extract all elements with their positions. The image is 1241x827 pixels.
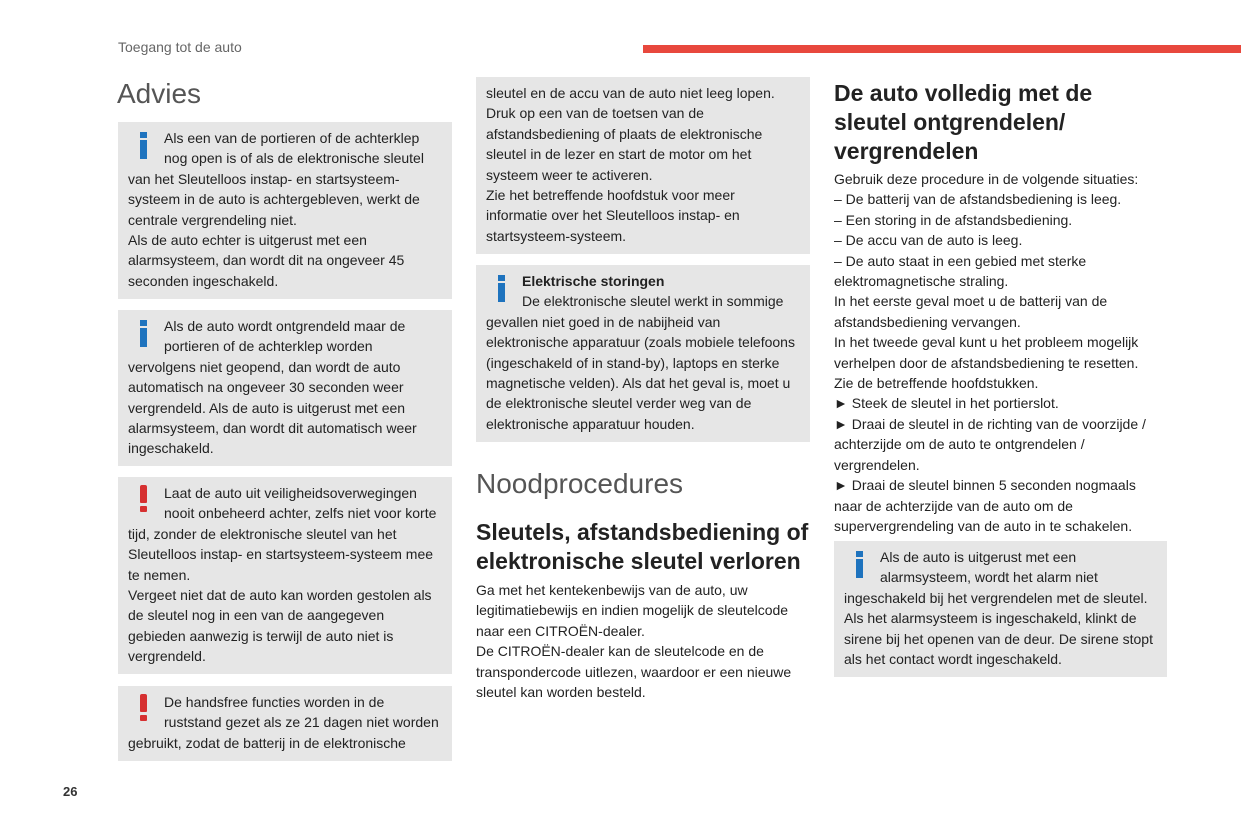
info-box-paragraph: Als de auto wordt ontgrendeld maar de portieren of de achterklep worden vervolgens niet geopend, dan wordt de auto automatisch na ongeveer 30 seconden weer vergrendeld. Als de auto is uitgerust met een alarmsysteem, dan wordt dit automatisch weer ingeschakeld. [128,318,417,457]
list-item: – De auto staat in een gebied met sterke elektromagnetische straling. [834,252,1087,290]
keys-lost-text [476,580,810,702]
warning-icon [132,485,156,519]
warning-box-paragraph: De handsfree functies worden in de ruststand gezet als ze 21 dagen niet worden gebruikt, zodat de batterij in de elektronische [128,694,439,751]
info-box-paragraph: De elektronische sleutel werkt in sommige gevallen niet goed in de nabijheid van elektronische apparatuur (zoals mobiele telefoons (ingeschakeld of in stand-by), laptops en sterke magnetische velden). Als dat het geval is, moet u de elektronische sleutel verder weg van de elektronische apparatuur houden. [486,293,795,432]
header-title: Toegang tot de auto [118,39,242,55]
box-paragraph: Zie het betreffende hoofdstuk voor meer informatie over het Sleutelloos instap- en startsysteem-systeem. [486,187,740,244]
body-paragraph: De CITROËN-dealer kan de sleutelcode en de transpondercode uitlezen, waardoor er een nieuwe sleutel kan worden besteld. [476,643,792,701]
warning-box-key-theft [118,477,452,674]
manual-unlock-text [834,169,1164,536]
body-paragraph: Ga met het kentekenbewijs van de auto, uw legitimatiebewijs en indien mogelijk de sleutelcode naar een CITROËN-dealer. [476,582,789,639]
list-item: – De accu van de auto is leeg. [834,232,1023,249]
warning-box-paragraph: Vergeet niet dat de auto kan worden gestolen als de sleutel nog in een van de aangegeven gebieden aanwezig is terwijl de auto niet is vergrendeld. [128,587,432,665]
header-accent-bar [643,45,1241,53]
info-box-doors-open [118,122,452,299]
box-paragraph: sleutel en de accu van de auto niet leeg lopen. [486,85,775,101]
step-item: ► Draai de sleutel in de richting van de voorzijde / achterzijde om de auto te ontgrendelen / vergrendelen. [834,415,1146,473]
info-box-electric-interference [476,265,810,442]
info-box-paragraph: Als de auto echter is uitgerust met een alarmsysteem, dan wordt dit na ongeveer 45 seconden ingeschakeld. [128,232,405,289]
step-item: ► Draai de sleutel binnen 5 seconden nogmaals naar de achterzijde van de auto om de supervergrendeling van de auto in te schakelen. [834,477,1136,534]
info-icon [132,130,156,164]
body-line: Zie de betreffende hoofdstukken. [834,375,1039,392]
info-box-paragraph: Als een van de portieren of de achterklep nog open is of als de elektronische sleutel van het Sleutelloos instap- en startsysteem-systeem in de auto is achtergebleven, werkt de centrale vergrendeling niet. [128,130,424,228]
warning-box-paragraph: Laat de auto uit veiligheidsoverwegingen nooit onbeheerd achter, zelfs niet voor korte tijd, zonder de elektronische sleutel van het Sleutelloos instap- en startsysteem-systeem mee te nemen. [128,485,437,583]
info-icon [490,273,514,307]
warning-icon [132,694,156,728]
step-item: ► Steek de sleutel in het portierslot. [834,395,1059,412]
info-icon [848,549,872,583]
body-line: Gebruik deze procedure in de volgende situaties: [834,171,1139,187]
section-title-advies: Advies [117,78,202,109]
body-line: In het tweede geval kunt u het probleem mogelijk verhelpen door de afstandsbediening te resetten. [834,334,1139,371]
section-title-noodprocedures: Noodprocedures [476,468,684,499]
page-number: 26 [63,784,78,799]
info-icon [132,318,156,352]
list-item: – De batterij van de afstandsbediening is leeg. [834,191,1122,208]
warning-box-handsfree-continued [476,77,810,254]
box-paragraph: Druk op een van de toetsen van de afstandsbediening of plaats de elektronische sleutel in de lezer en start de motor om het systeem weer te activeren. [486,105,763,183]
list-item: – Een storing in de afstandsbediening. [834,211,1073,228]
info-box-title: Elektrische storingen [522,273,665,289]
subtitle-manual-unlock: De auto volledig met de sleutel ontgrendelen/ vergrendelen [834,80,1093,164]
warning-box-handsfree [118,686,452,761]
info-box-paragraph: Als de auto is uitgerust met een alarmsysteem, wordt het alarm niet ingeschakeld bij het vergrendelen met de sleutel. Als het alarmsysteem is ingeschakeld, klinkt de sirene bij het openen van de deur. De sirene stopt als het contact wordt ingeschakeld. [844,549,1153,668]
body-line: In het eerste geval moet u de batterij van de afstandsbediening vervangen. [834,293,1108,330]
subtitle-keys-lost: Sleutels, afstandsbediening of elektronische sleutel verloren [476,519,809,574]
info-box-auto-relock [118,310,452,466]
info-box-alarm-key-lock [834,541,1167,677]
